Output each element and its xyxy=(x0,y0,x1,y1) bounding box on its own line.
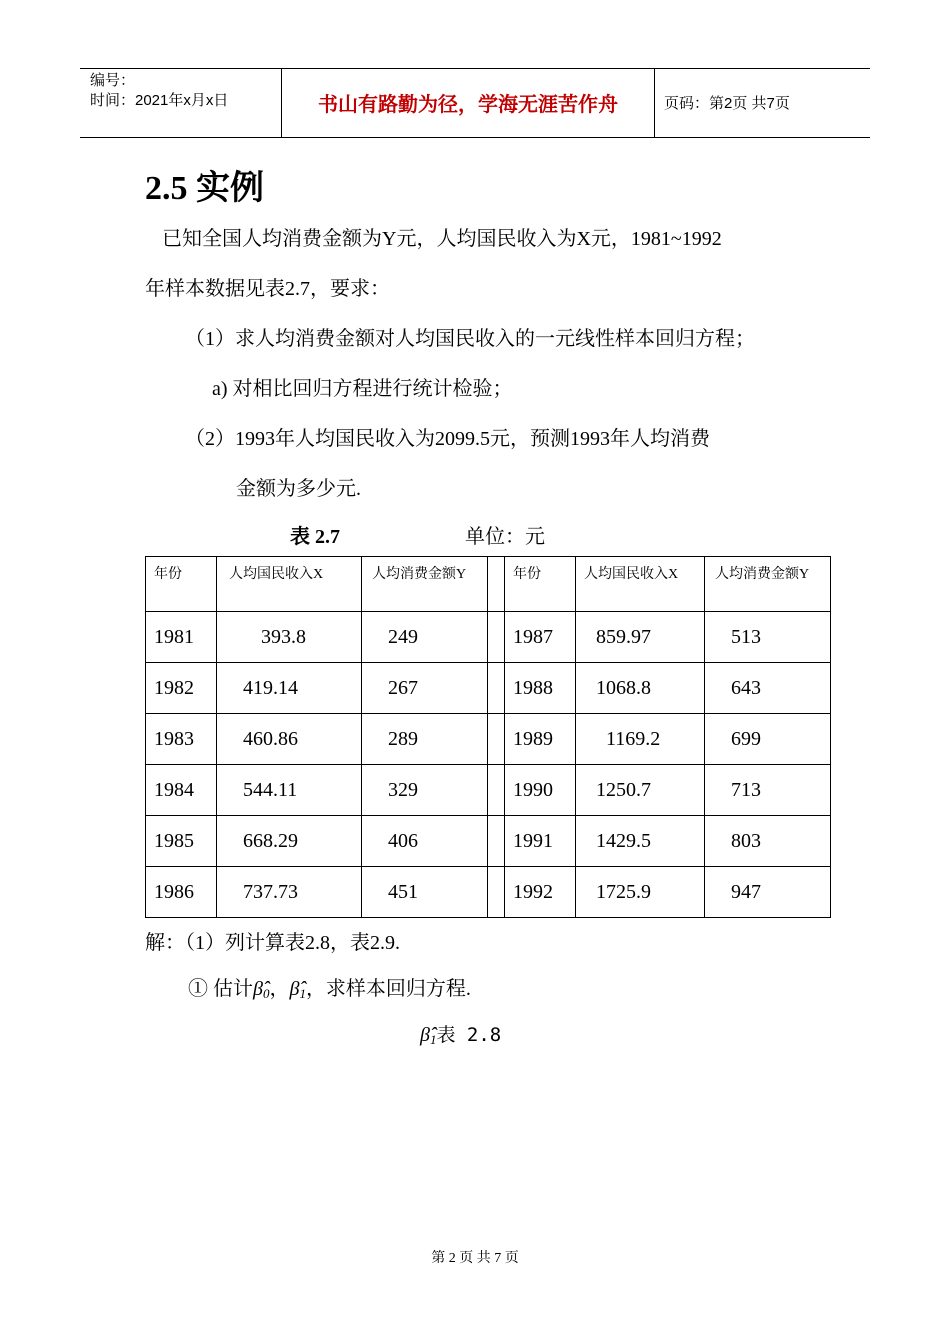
cell-year: 1988 xyxy=(505,663,576,714)
cell-consumption: 713 xyxy=(705,765,831,816)
cell-year: 1983 xyxy=(146,714,217,765)
cell-income: 1169.2 xyxy=(576,714,705,765)
cell-income: 1429.5 xyxy=(576,816,705,867)
cell-year: 1984 xyxy=(146,765,217,816)
table-gap xyxy=(488,714,505,765)
cell-consumption: 947 xyxy=(705,867,831,918)
cell-consumption: 267 xyxy=(362,663,488,714)
comma: ， xyxy=(269,978,290,1000)
beta-symbol: β̂ xyxy=(420,1024,430,1046)
table-gap xyxy=(488,612,505,663)
table-gap xyxy=(488,867,505,918)
cell-consumption: 451 xyxy=(362,867,488,918)
header-year: 年份 xyxy=(505,557,576,612)
beta-subscript: 1 xyxy=(299,986,306,1001)
table-row xyxy=(146,663,831,714)
header-consumption: 人均消费金额Y xyxy=(705,557,831,612)
beta-subscript: 0 xyxy=(262,986,270,1001)
table-unit: 单位：元 xyxy=(465,526,545,548)
step-1-suffix: ，求样本回归方程. xyxy=(305,978,471,1000)
requirement-2-line-1: （2）1993年人均国民收入为2099.5元，预测1993年人均消费 xyxy=(185,428,710,450)
page-footer: 第 2 页 共 7 页 xyxy=(431,1251,519,1266)
cell-year: 1990 xyxy=(505,765,576,816)
cell-consumption: 803 xyxy=(705,816,831,867)
beta-hat-1 xyxy=(289,978,305,1000)
beta-hat-0 xyxy=(253,978,269,1000)
requirement-1: （1）求人均消费金额对人均国民收入的一元线性样本回归方程； xyxy=(185,328,755,350)
beta-hat-1 xyxy=(420,1024,436,1046)
cell-year: 1982 xyxy=(146,663,217,714)
cell-income: 460.86 xyxy=(217,714,362,765)
table-row xyxy=(146,765,831,816)
table-row xyxy=(146,816,831,867)
cell-income: 859.97 xyxy=(576,612,705,663)
cell-income: 737.73 xyxy=(217,867,362,918)
cell-consumption: 643 xyxy=(705,663,831,714)
cell-income: 1250.7 xyxy=(576,765,705,816)
cell-income: 1725.9 xyxy=(576,867,705,918)
header-motto: 书山有路勤为径，学海无涯苦作舟 xyxy=(281,69,655,137)
cell-year: 1987 xyxy=(505,612,576,663)
header-info-cell xyxy=(80,69,280,137)
table-row xyxy=(146,714,831,765)
header-page-number: 页码：第2页 共7页 xyxy=(664,95,790,112)
cell-consumption: 329 xyxy=(362,765,488,816)
table-caption: 表 2.7 xyxy=(290,526,340,548)
intro-line-1: 已知全国人均消费金额为Y元，人均国民收入为X元，1981~1992 xyxy=(162,228,722,250)
table-row xyxy=(146,612,831,663)
table-gap xyxy=(488,765,505,816)
table-row xyxy=(146,867,831,918)
table-gap xyxy=(488,816,505,867)
cell-consumption: 513 xyxy=(705,612,831,663)
cell-consumption: 699 xyxy=(705,714,831,765)
section-title: 2.5 实例 xyxy=(145,170,264,207)
data-table-2-7 xyxy=(145,556,831,918)
cell-year: 1986 xyxy=(146,867,217,918)
cell-income: 419.14 xyxy=(217,663,362,714)
step-1-prefix: ① 估计 xyxy=(188,978,253,1000)
cell-income: 1068.8 xyxy=(576,663,705,714)
header-consumption: 人均消费金额Y xyxy=(362,557,488,612)
header-income: 人均国民收入X xyxy=(576,557,705,612)
table-gap xyxy=(488,557,505,612)
cell-year: 1992 xyxy=(505,867,576,918)
header-time: 时间：2021年x月x日 xyxy=(90,92,229,109)
requirement-2-line-2: 金额为多少元. xyxy=(236,478,361,500)
requirement-1a: a) 对相比回归方程进行统计检验； xyxy=(212,378,513,400)
header-year: 年份 xyxy=(146,557,217,612)
cell-income: 393.8 xyxy=(217,612,362,663)
header-income: 人均国民收入X xyxy=(217,557,362,612)
cell-income: 544.11 xyxy=(217,765,362,816)
beta-subscript: 1 xyxy=(429,1032,437,1047)
step-1 xyxy=(188,972,471,1002)
cell-year: 1985 xyxy=(146,816,217,867)
cell-year: 1981 xyxy=(146,612,217,663)
table-gap xyxy=(488,663,505,714)
solution-line: 解：（1）列计算表2.8，表2.9. xyxy=(145,932,400,954)
header-number: 编号： xyxy=(90,72,136,89)
table-2-8-label: 表 2.8 xyxy=(436,1024,502,1046)
cell-year: 1989 xyxy=(505,714,576,765)
cell-year: 1991 xyxy=(505,816,576,867)
cell-consumption: 406 xyxy=(362,816,488,867)
page-header xyxy=(80,68,870,138)
beta-symbol: β̂ xyxy=(289,978,300,1000)
table-2-8-caption xyxy=(420,1020,501,1048)
cell-consumption: 289 xyxy=(362,714,488,765)
table-header-row xyxy=(146,557,831,612)
cell-income: 668.29 xyxy=(217,816,362,867)
intro-line-2: 年样本数据见表2.7，要求： xyxy=(145,278,390,300)
beta-symbol: β̂ xyxy=(253,978,263,1000)
cell-consumption: 249 xyxy=(362,612,488,663)
